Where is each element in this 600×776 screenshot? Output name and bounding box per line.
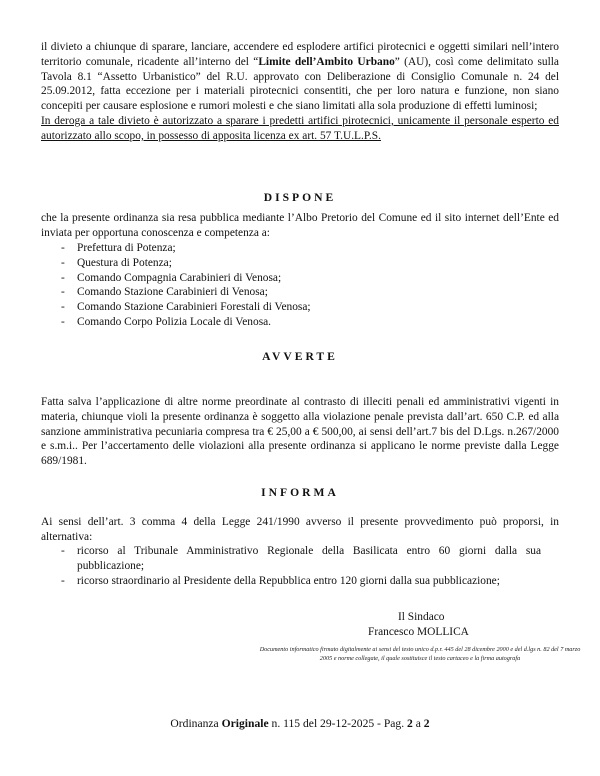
appeal-options-list: [41, 544, 541, 588]
informa-paragraph: Ai sensi dell’art. 3 comma 4 della Legge 241/1990 avverso il presente provvedimento può proporsi, in alternativa:: [41, 516, 559, 543]
intro-text-end: ” (AU), così come delimitato sulla Tavola 8.1 “Assetto Urbanistico” del R.U. approvato con Deliberazione di Consiglio Comunale n. 24 del 25.09.2012, fatta eccezione per i materiali pirotecnici consentiti, che per loro natura e funzione, non siano concepiti per causare esplosione e rumori molesti e che siano limitati alla sola produzione di effetti luminosi;: [41, 55, 559, 113]
dispone-heading: DISPONE: [263, 191, 337, 204]
footer-page-total: 2: [423, 717, 430, 730]
informa-heading: INFORMA: [261, 486, 339, 499]
intro-paragraph: [41, 40, 559, 144]
list-item: - ricorso al Tribunale Amministrativo Regionale della Basilicata entro 60 giorni dalla sua pubblicazione;: [61, 545, 541, 572]
list-item: - Prefettura di Potenza;: [61, 242, 176, 254]
list-item: - Questura di Potenza;: [61, 256, 172, 269]
list-item: - Comando Compagnia Carabinieri di Venosa;: [61, 271, 282, 284]
list-item: - Comando Stazione Carabinieri di Venosa;: [61, 286, 268, 299]
footer-type: Originale: [221, 717, 269, 730]
intro-text-start: il divieto a chiunque di sparare, lanciare, accendere ed esplodere artifici pirotecnici e oggetti similari nell’intero territorio comunale, ricadente all’interno del “: [41, 41, 559, 68]
intro-bold-term: Limite dell’Ambito Urbano: [258, 55, 395, 68]
recipients-list: [41, 241, 561, 330]
avverte-heading: AVVERTE: [262, 350, 338, 363]
digital-signature-note: Documento informatico firmato digitalmente ai sensi del testo unico d.p.r. 445 del 28 dicembre 2000 e del d.lgs n. 82 del 7 marzo 2005 e norme collegate, il quale sostituisce il testo cartaceo e la firma autografa: [259, 646, 581, 662]
avverte-paragraph: Fatta salva l’applicazione di altre norme preordinate al contrasto di illeciti penali ed amministrativi vigenti in materia, chiunque violi la presente ordinanza è soggetto alla violazione penale prevista dall’art. 650 C.P. ed alla sanzione amministrativa pecuniaria compresa tra € 25,00 a € 500,00, ai sensi dell’art.7 bis del D.Lgs. n.267/2000 e s.m.i.. Per l’accertamento delle violazioni alla presente ordinanza si applicano le norme previste dalla Legge 689/1981.: [41, 396, 559, 468]
page-footer: Ordinanza Originale n. 115 del 29-12-2025 - Pag. 2 a 2: [170, 717, 430, 730]
signature-name: Francesco MOLLICA: [368, 626, 469, 638]
list-item: - Comando Stazione Carabinieri Forestali di Venosa;: [61, 301, 311, 314]
footer-page-number: 2: [407, 717, 413, 730]
signature-title: Il Sindaco: [398, 611, 445, 623]
dispone-paragraph: che la presente ordinanza sia resa pubblica mediante l’Albo Pretorio del Comune ed il sito internet dell’Ente ed inviata per opportuna conoscenza e competenza a:: [41, 212, 559, 239]
intro-derogation-text: In deroga a tale divieto è autorizzato a sparare i predetti artifici pirotecnici, unicamente il personale esperto ed autorizzato allo scopo, in possesso di apposita licenza ex art. 57 T.U.L.P.S.: [41, 114, 559, 142]
list-item: - Comando Corpo Polizia Locale di Venosa.: [61, 315, 272, 328]
list-item: - ricorso straordinario al Presidente della Repubblica entro 120 giorni dalla sua pubblicazione;: [61, 574, 500, 587]
